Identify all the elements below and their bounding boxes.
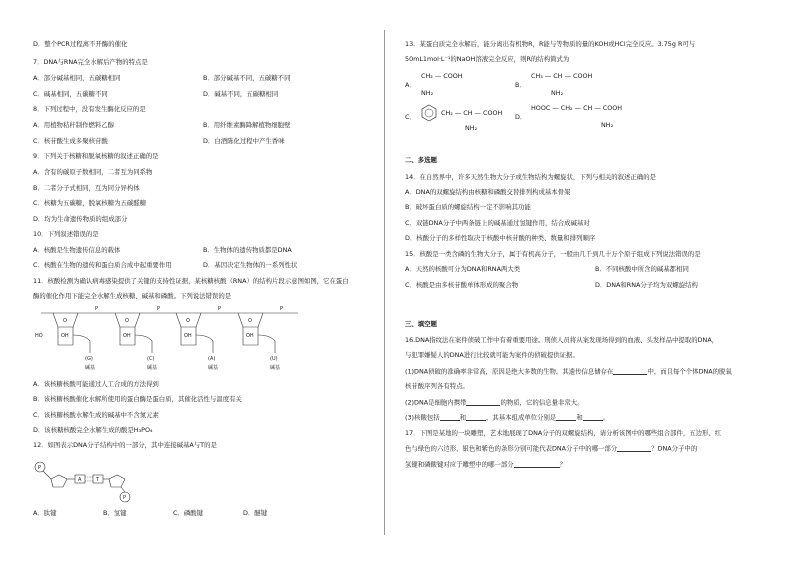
q13-option-b-amine: NH₂ xyxy=(551,89,564,97)
q10-option-d: D．基因决定生物体的一系列性状 xyxy=(203,261,298,269)
q12-option-c: C．磷酸键 xyxy=(173,509,204,517)
q17-blank-2[interactable] xyxy=(514,461,560,468)
q15-option-c: C．核酸是由多核苷酸单体形成的聚合物 xyxy=(405,281,519,289)
q8-option-c: C．核苷酸生成多聚核苷酸 xyxy=(33,137,108,145)
section-multi-choice: 二、多选题 xyxy=(405,156,437,164)
fig11-residue-label: (A) xyxy=(208,356,216,362)
q8-option-a: A．用植物秸秆制作燃料乙醇 xyxy=(33,121,115,129)
q8-option-b: B．用纤维素酶降解植物细胞壁 xyxy=(203,121,291,129)
right-column xyxy=(405,0,765,562)
fig11-base-label: 碱基 xyxy=(208,365,219,371)
q10-option-a: A．核酸是生物遗传信息的载体 xyxy=(33,246,121,254)
q16-part3-text-c: ，其基本组成单位分别是 xyxy=(486,413,557,422)
q16-stem-line2: 与犯罪嫌疑人的DNA进行比较就可能为案件的侦破提供证据。 xyxy=(405,351,579,359)
q15-option-b: B．不同核酸中所含的碱基都相同 xyxy=(595,265,689,273)
q14-option-a: A．DNA的双螺旋结构由核糖和磷酸交替排列构成基本骨架 xyxy=(405,188,571,196)
q17-line2-text-b: ？DNA分子中的 xyxy=(651,444,698,453)
q9-stem: 9．下列关于核糖和脱氧核糖的叙述正确的是 xyxy=(33,152,159,160)
q14-stem: 14．在自然界中，许多天然生物大分子或生物结构为螺旋状，下列与相关的叙述正确的是 xyxy=(405,173,656,181)
fig11-residue-label: (C) xyxy=(147,356,155,362)
section-fill-in: 三、填空题 xyxy=(405,320,437,328)
q16-part1-line1 xyxy=(405,368,732,375)
q13-stem-line2: 50mL1mol·L⁻¹的NaOH溶液完全反应，则R的结构简式为 xyxy=(405,55,570,63)
q13-option-c-label: C． xyxy=(405,113,416,121)
q11-option-c: C．该核糖核酸水解生成的碱基中不含氮元素 xyxy=(33,411,159,419)
q17-line2-text-a: 色与绿色的六边形、银色和紫色的条形分别可能代表DNA分子中的哪一部分 xyxy=(405,444,618,453)
fig11-oh-label: OH xyxy=(184,333,192,339)
q14-option-c: C．双链DNA分子中两条链上的碱基通过氢键作用，结合成碱基对 xyxy=(405,219,590,227)
q16-part3-blank-1[interactable] xyxy=(440,414,460,421)
q10-option-b: B．生物体的遗传物质都是DNA xyxy=(203,246,292,254)
q13-option-a-label: A． xyxy=(405,81,416,89)
fig11-oxygen-label: O xyxy=(248,318,252,324)
fig11-oh-label: OH xyxy=(61,333,69,339)
q12-option-b: B．氢键 xyxy=(103,509,127,517)
q16-stem-line1: 16.DNA指纹法在案件侦破工作中有着重要用途。刑侦人员将从案发现场得到的血液、头发样品中提取的DNA， xyxy=(405,336,719,344)
fig11-oxygen-label: O xyxy=(63,318,67,324)
q10-stem: 10．下列叙述错误的是 xyxy=(33,230,99,238)
q17-line3-text-a: 氢键和磷酸键对应于雕塑中的哪一部分 xyxy=(405,460,514,469)
q17-stem-line2 xyxy=(405,445,697,452)
q16-part3-blank-2[interactable] xyxy=(466,414,486,421)
fig11-base-label: 碱基 xyxy=(270,365,281,371)
q16-part2-blank[interactable] xyxy=(466,399,500,406)
fig11-phosphate-label: P xyxy=(280,306,284,312)
q13-option-d-formula: HOOC — CH₂ — CH — COOH xyxy=(531,104,623,112)
q9-option-a: A．含有的碳原子数相同，二者互为同系物 xyxy=(33,168,153,176)
q12-option-d: D．醚键 xyxy=(243,509,268,517)
fig11-base-label: 碱基 xyxy=(85,365,96,371)
q17-line3-text-b: ？ xyxy=(559,460,567,469)
q16-part3 xyxy=(405,414,609,421)
q11-option-d: D．该核糖核酸完全水解生成的酸是H₃PO₄ xyxy=(33,426,153,434)
q17-stem-line3 xyxy=(405,461,566,468)
q16-part1-text-b: 中，而且每个个体DNA的脱氧 xyxy=(647,367,732,376)
q11-stem-line2: 酶的催化作用下能完全水解生成核糖、碱基和磷酸。下列说法错误的是 xyxy=(33,292,232,300)
q13-option-a-amine: NH₂ xyxy=(421,89,434,97)
q7-option-b: B．部分碱基不同，五碳糖不同 xyxy=(203,74,291,82)
rna-structure-figure xyxy=(33,305,303,371)
q9-option-d: D．均为生命遗传物质的组成部分 xyxy=(33,215,128,223)
q15-option-a: A．天然的核酸可分为DNA和RNA两大类 xyxy=(405,265,521,273)
q16-part2-text-b: 的物质，它的信息量非常大。 xyxy=(500,398,584,407)
benzene-ring-icon xyxy=(419,103,439,123)
q16-part2-text-a: (2)DNA是细胞内携带 xyxy=(405,398,467,407)
q13-option-d-amine: NH₂ xyxy=(601,121,614,129)
q9-option-c: C．核糖为五碳糖，脱氧核糖为五碳醛糖 xyxy=(33,199,147,207)
q16-part1-text-a: (1)DNA侦破的准确率非常高，原因是绝大多数的生物，其遗传信息储存在 xyxy=(405,367,614,376)
q13-option-a-formula: CH₂ — COOH xyxy=(421,72,463,80)
q12-stem: 12．如图表示DNA分子结构中的一部分，其中连接碱基A与T的是 xyxy=(33,441,217,449)
q16-part2 xyxy=(405,399,584,406)
q13-option-c-formula: CH₂ — CH — COOH xyxy=(441,109,503,117)
q8-option-d: D．白酒陈化过程中产生香味 xyxy=(203,137,285,145)
fig11-phosphate-label: P xyxy=(95,306,99,312)
q7-option-a: A．部分碱基相同，五碳糖相同 xyxy=(33,74,121,82)
q7-stem: 7．DNA与RNA完全水解后产物的特点是 xyxy=(33,58,148,66)
fig11-residue-label: (G) xyxy=(85,356,93,362)
q13-option-c-amine: NH₂ xyxy=(465,124,478,132)
q15-option-d: D．DNA和RNA分子均为双螺旋结构 xyxy=(595,281,698,289)
q16-part3-blank-3[interactable] xyxy=(556,414,576,421)
q9-option-b: B．二者分子式相同，互为同分异构体 xyxy=(33,184,140,192)
dna-fragment-figure xyxy=(33,455,163,505)
q14-option-d: D．核酸分子的多样性取决于核酸中核苷酸的种类、数量和排列顺序 xyxy=(405,234,596,242)
q6-option-d: D．整个PCR过程离不开酶的催化 xyxy=(33,40,128,48)
q17-stem-line1: 17．下图是某地的一块雕塑，艺术地展现了DNA分子的双螺旋结构，请分析该图中的哪些组合部件，五边形、红 xyxy=(405,429,722,437)
q7-option-c: C．碱基相同，五碳糖不同 xyxy=(33,90,108,98)
q11-stem-line1: 11．核酸检测为确认病毒感染提供了关键的支持性证据，某核糖核酸（RNA）的结构片段示意图如图，它在蛋白 xyxy=(33,277,349,285)
fig11-residue-label: (U) xyxy=(270,356,278,362)
left-column xyxy=(33,0,393,562)
q12-option-a: A．肽键 xyxy=(33,509,57,517)
fig11-phosphate-label: P xyxy=(218,306,222,312)
q13-option-b-formula: CH₃ — CH — COOH xyxy=(531,72,593,80)
fig11-ho-label: HO xyxy=(35,333,43,339)
fig12-base-a: A xyxy=(78,477,82,483)
fig11-oxygen-label: O xyxy=(186,318,190,324)
q11-option-b: B．该核糖核酸催化水解所使用的蛋白酶是蛋白质，其催化活性与温度有关 xyxy=(33,395,242,403)
q16-part3-text-b: 和 xyxy=(459,413,467,422)
q17-blank-1[interactable] xyxy=(617,445,651,452)
fig11-phosphate-label: P xyxy=(157,306,161,312)
fig12-phosphate-label: P xyxy=(38,465,42,471)
q16-part1-blank[interactable] xyxy=(613,368,647,375)
q16-part1-line2: 核苷酸序列各有特点。 xyxy=(405,382,469,390)
fig11-oh-label: OH xyxy=(246,333,254,339)
q13-option-b-label: B． xyxy=(515,81,526,89)
q13-option-d-label: D． xyxy=(515,113,527,121)
q11-option-a: A．该核糖核酸可能通过人工合成的方法得到 xyxy=(33,380,159,388)
q15-stem: 15．核酸是一类含磷的生物大分子，属于有机高分子，一般由几千到几十万个原子组成下列说法错误的是 xyxy=(405,250,701,258)
q14-option-b: B．破坏蛋白质的螺旋结构一定不影响其功能 xyxy=(405,203,531,211)
q16-part3-text-d: 和 xyxy=(576,413,583,422)
q7-option-d: D．碱基不同，五碳糖相同 xyxy=(203,90,279,98)
q16-part3-text-a: (3)核酸包括 xyxy=(405,413,440,422)
q13-stem-line1: 13．某蛋白质完全水解后，能分离出有机物R，R能与等物质的量的KOH或HCl完全反应。3.75g R可与 xyxy=(405,40,696,48)
q10-option-c: C．核酸在生物的遗传和蛋白质合成中起重要作用 xyxy=(33,261,172,269)
fig12-phosphate-label: P xyxy=(123,495,127,501)
q16-part3-text-e: 。 xyxy=(602,413,610,422)
fig11-base-label: 碱基 xyxy=(147,365,158,371)
fig11-oxygen-label: O xyxy=(125,318,129,324)
q8-stem: 8．下列过程中，没有发生酶化反应的是 xyxy=(33,105,146,113)
q16-part3-blank-4[interactable] xyxy=(583,414,603,421)
fig12-base-t: T xyxy=(96,477,100,483)
fig11-oh-label: OH xyxy=(123,333,131,339)
